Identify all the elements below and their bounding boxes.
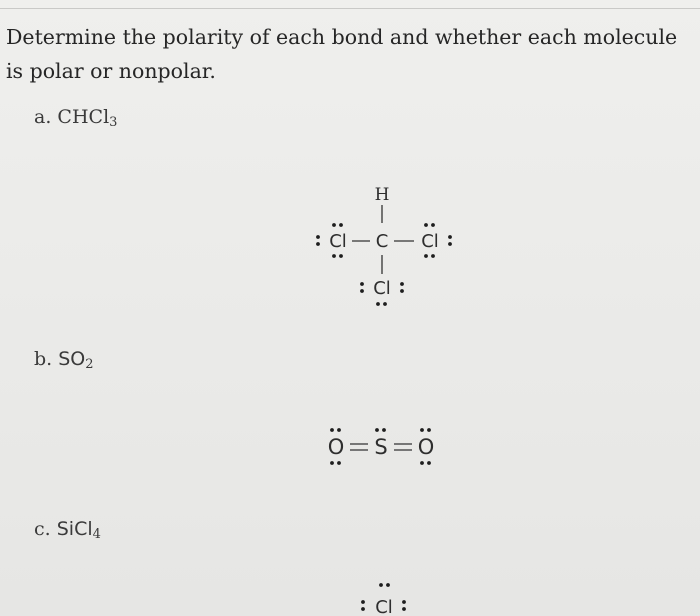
sulfur-lone-pair [375, 428, 386, 432]
part-b-letter: b. [34, 348, 53, 370]
part-c-letter: c. [34, 518, 51, 540]
part-b-label [34, 348, 94, 370]
part-c-label [34, 518, 101, 540]
part-b-subscript: 2 [85, 357, 94, 372]
chcl3-lewis-structure [300, 178, 470, 308]
chcl3-bottom-chlorine: Cl [373, 278, 391, 299]
question-prompt: Determine the polarity of each bond and whether each molecule is polar or nonpolar. [6, 25, 678, 83]
chcl3-right-chlorine: Cl [421, 231, 439, 252]
part-a-letter: a. [34, 106, 52, 128]
part-a-label [34, 106, 117, 128]
so2-sulfur: S [374, 435, 388, 459]
chcl3-carbon: C [375, 231, 389, 252]
so2-left-oxygen: O [327, 435, 345, 459]
so2-lewis-structure [308, 418, 458, 474]
so2-right-oxygen: O [417, 435, 435, 459]
chcl3-hydrogen: H [374, 185, 390, 205]
chcl3-left-chlorine: Cl [329, 231, 347, 252]
part-c-formula: SiCl [56, 518, 93, 540]
sicl4-lewis-structure-partial [355, 578, 415, 616]
part-c-subscript: 4 [92, 527, 101, 542]
part-b-formula: SO [58, 348, 86, 370]
sicl4-top-chlorine: Cl [375, 597, 393, 616]
part-a-subscript: 3 [109, 115, 118, 130]
part-a-formula: CHCl [57, 106, 110, 128]
top-divider [0, 8, 700, 9]
